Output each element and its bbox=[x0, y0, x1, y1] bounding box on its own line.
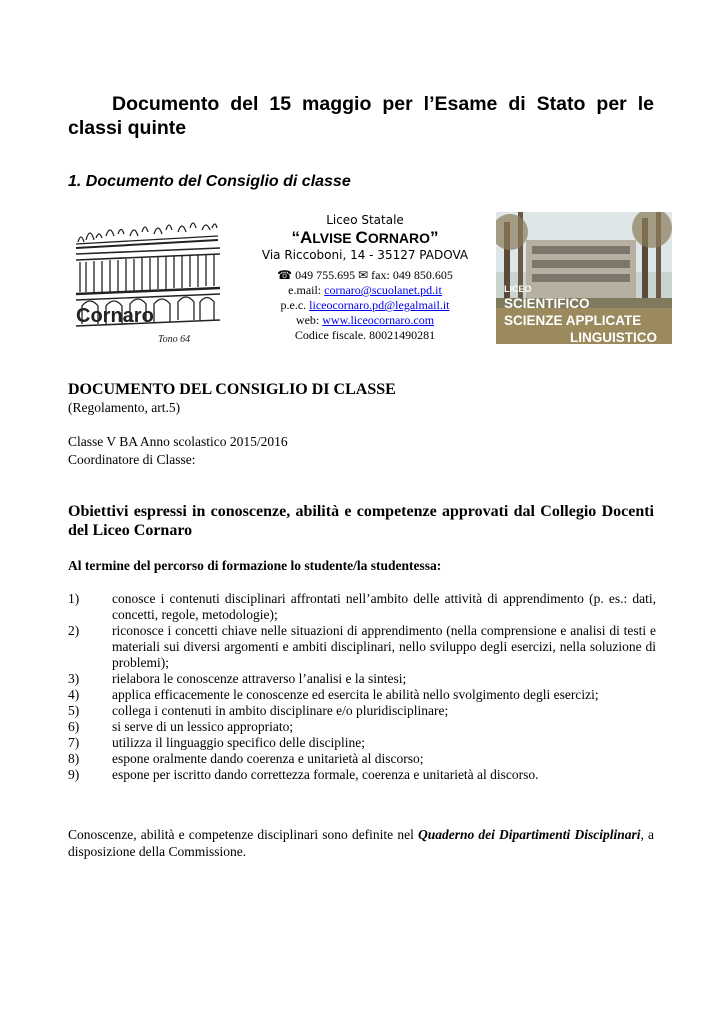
list-item: 6) si serve di un lessico appropriato; bbox=[68, 719, 294, 734]
list-item: 7) utilizza il linguaggio specifico delle discipline; bbox=[68, 735, 366, 750]
pec-link[interactable]: liceocornaro.pd@legalmail.it bbox=[309, 298, 450, 312]
web-link[interactable]: www.liceocornaro.com bbox=[322, 313, 435, 327]
building-sketch-icon bbox=[72, 214, 224, 346]
institute-web: web: www.liceocornaro.com bbox=[295, 313, 435, 327]
list-item: 3) rielabora le conoscenze attraverso l’analisi e la sintesi; bbox=[68, 671, 407, 686]
logo-caption: Cornaro bbox=[76, 305, 154, 327]
document-title-text: Documento del 15 maggio per l’Esame di Stato per le classi quinte bbox=[68, 93, 654, 139]
institute-fiscal-code: Codice fiscale. 80021490281 bbox=[294, 328, 436, 342]
coordinator-label: Coordinatore di Classe: bbox=[68, 452, 196, 467]
objectives-heading: Obiettivi espressi in conoscenze, abilità e competenze approvati dal Collegio Docenti del Liceo Cornaro bbox=[68, 503, 654, 539]
email-link[interactable]: cornaro@scuolanet.pd.it bbox=[324, 283, 442, 297]
institute-type: Liceo Statale bbox=[326, 213, 404, 227]
photo-label-linguistico: LINGUISTICO bbox=[570, 330, 657, 344]
school-photo bbox=[496, 212, 672, 344]
document-title bbox=[68, 92, 654, 140]
list-item: 4) applica efficacemente le conoscenze ed esercita le abilità nello svolgimento degli esercizi; bbox=[68, 687, 599, 702]
doc-heading: DOCUMENTO DEL CONSIGLIO DI CLASSE bbox=[68, 381, 396, 398]
institute-pec: p.e.c. liceocornaro.pd@legalmail.it bbox=[280, 298, 450, 312]
list-item: 9) espone per iscritto dando correttezza formale, coerenza e unitarietà al discorso. bbox=[68, 767, 539, 782]
school-logo bbox=[72, 214, 224, 346]
photo-label-scienze-applicate: SCIENZE APPLICATE bbox=[504, 313, 642, 328]
section-subtitle: 1. Documento del Consiglio di classe bbox=[68, 173, 351, 190]
list-item: 8) espone oralmente dando coerenza e unitarietà al discorso; bbox=[68, 751, 424, 766]
regolamento-note: (Regolamento, art.5) bbox=[68, 400, 181, 415]
institute-header bbox=[250, 212, 480, 343]
footer-paragraph: Conoscenze, abilità e competenze disciplinari sono definite nel Quaderno dei Dipartimenti Disciplinari, a disposizione della Commissione. bbox=[68, 827, 654, 859]
photo-label-scientifico: SCIENTIFICO bbox=[504, 296, 590, 311]
quaderno-reference: Quaderno dei Dipartimenti Disciplinari bbox=[417, 827, 641, 842]
institute-phone-fax: ☎ 049 755.695 ✉ fax: 049 850.605 bbox=[277, 268, 453, 282]
list-item: 5) collega i contenuti in ambito disciplinare e/o pluridisciplinare; bbox=[68, 703, 449, 718]
objectives-intro: Al termine del percorso di formazione lo studente/la studentessa: bbox=[68, 558, 442, 573]
list-item: 2) riconosce i concetti chiave nelle situazioni di apprendimento (nella comprensione e analisi di testi e materiali sui diversi argomenti e ambiti disciplinari, nello sviluppo degli esercizi, nella soluzione di problemi); bbox=[68, 623, 656, 670]
objectives-list bbox=[68, 591, 656, 783]
list-item: 1) conosce i contenuti disciplinari affrontati nell’ambito delle attività di apprendimento (p. es.: dati, concetti, regole, metodologie); bbox=[68, 591, 656, 622]
institute-email: e.mail: cornaro@scuolanet.pd.it bbox=[288, 283, 442, 297]
photo-label-liceo: LICEO bbox=[504, 284, 532, 294]
institute-name: “ALVISE CORNARO” bbox=[291, 228, 439, 247]
class-info: Classe V BA Anno scolastico 2015/2016 bbox=[68, 434, 288, 449]
logo-signature: Tono 64 bbox=[158, 334, 191, 345]
institute-address: Via Riccoboni, 14 - 35127 PADOVA bbox=[261, 248, 469, 262]
